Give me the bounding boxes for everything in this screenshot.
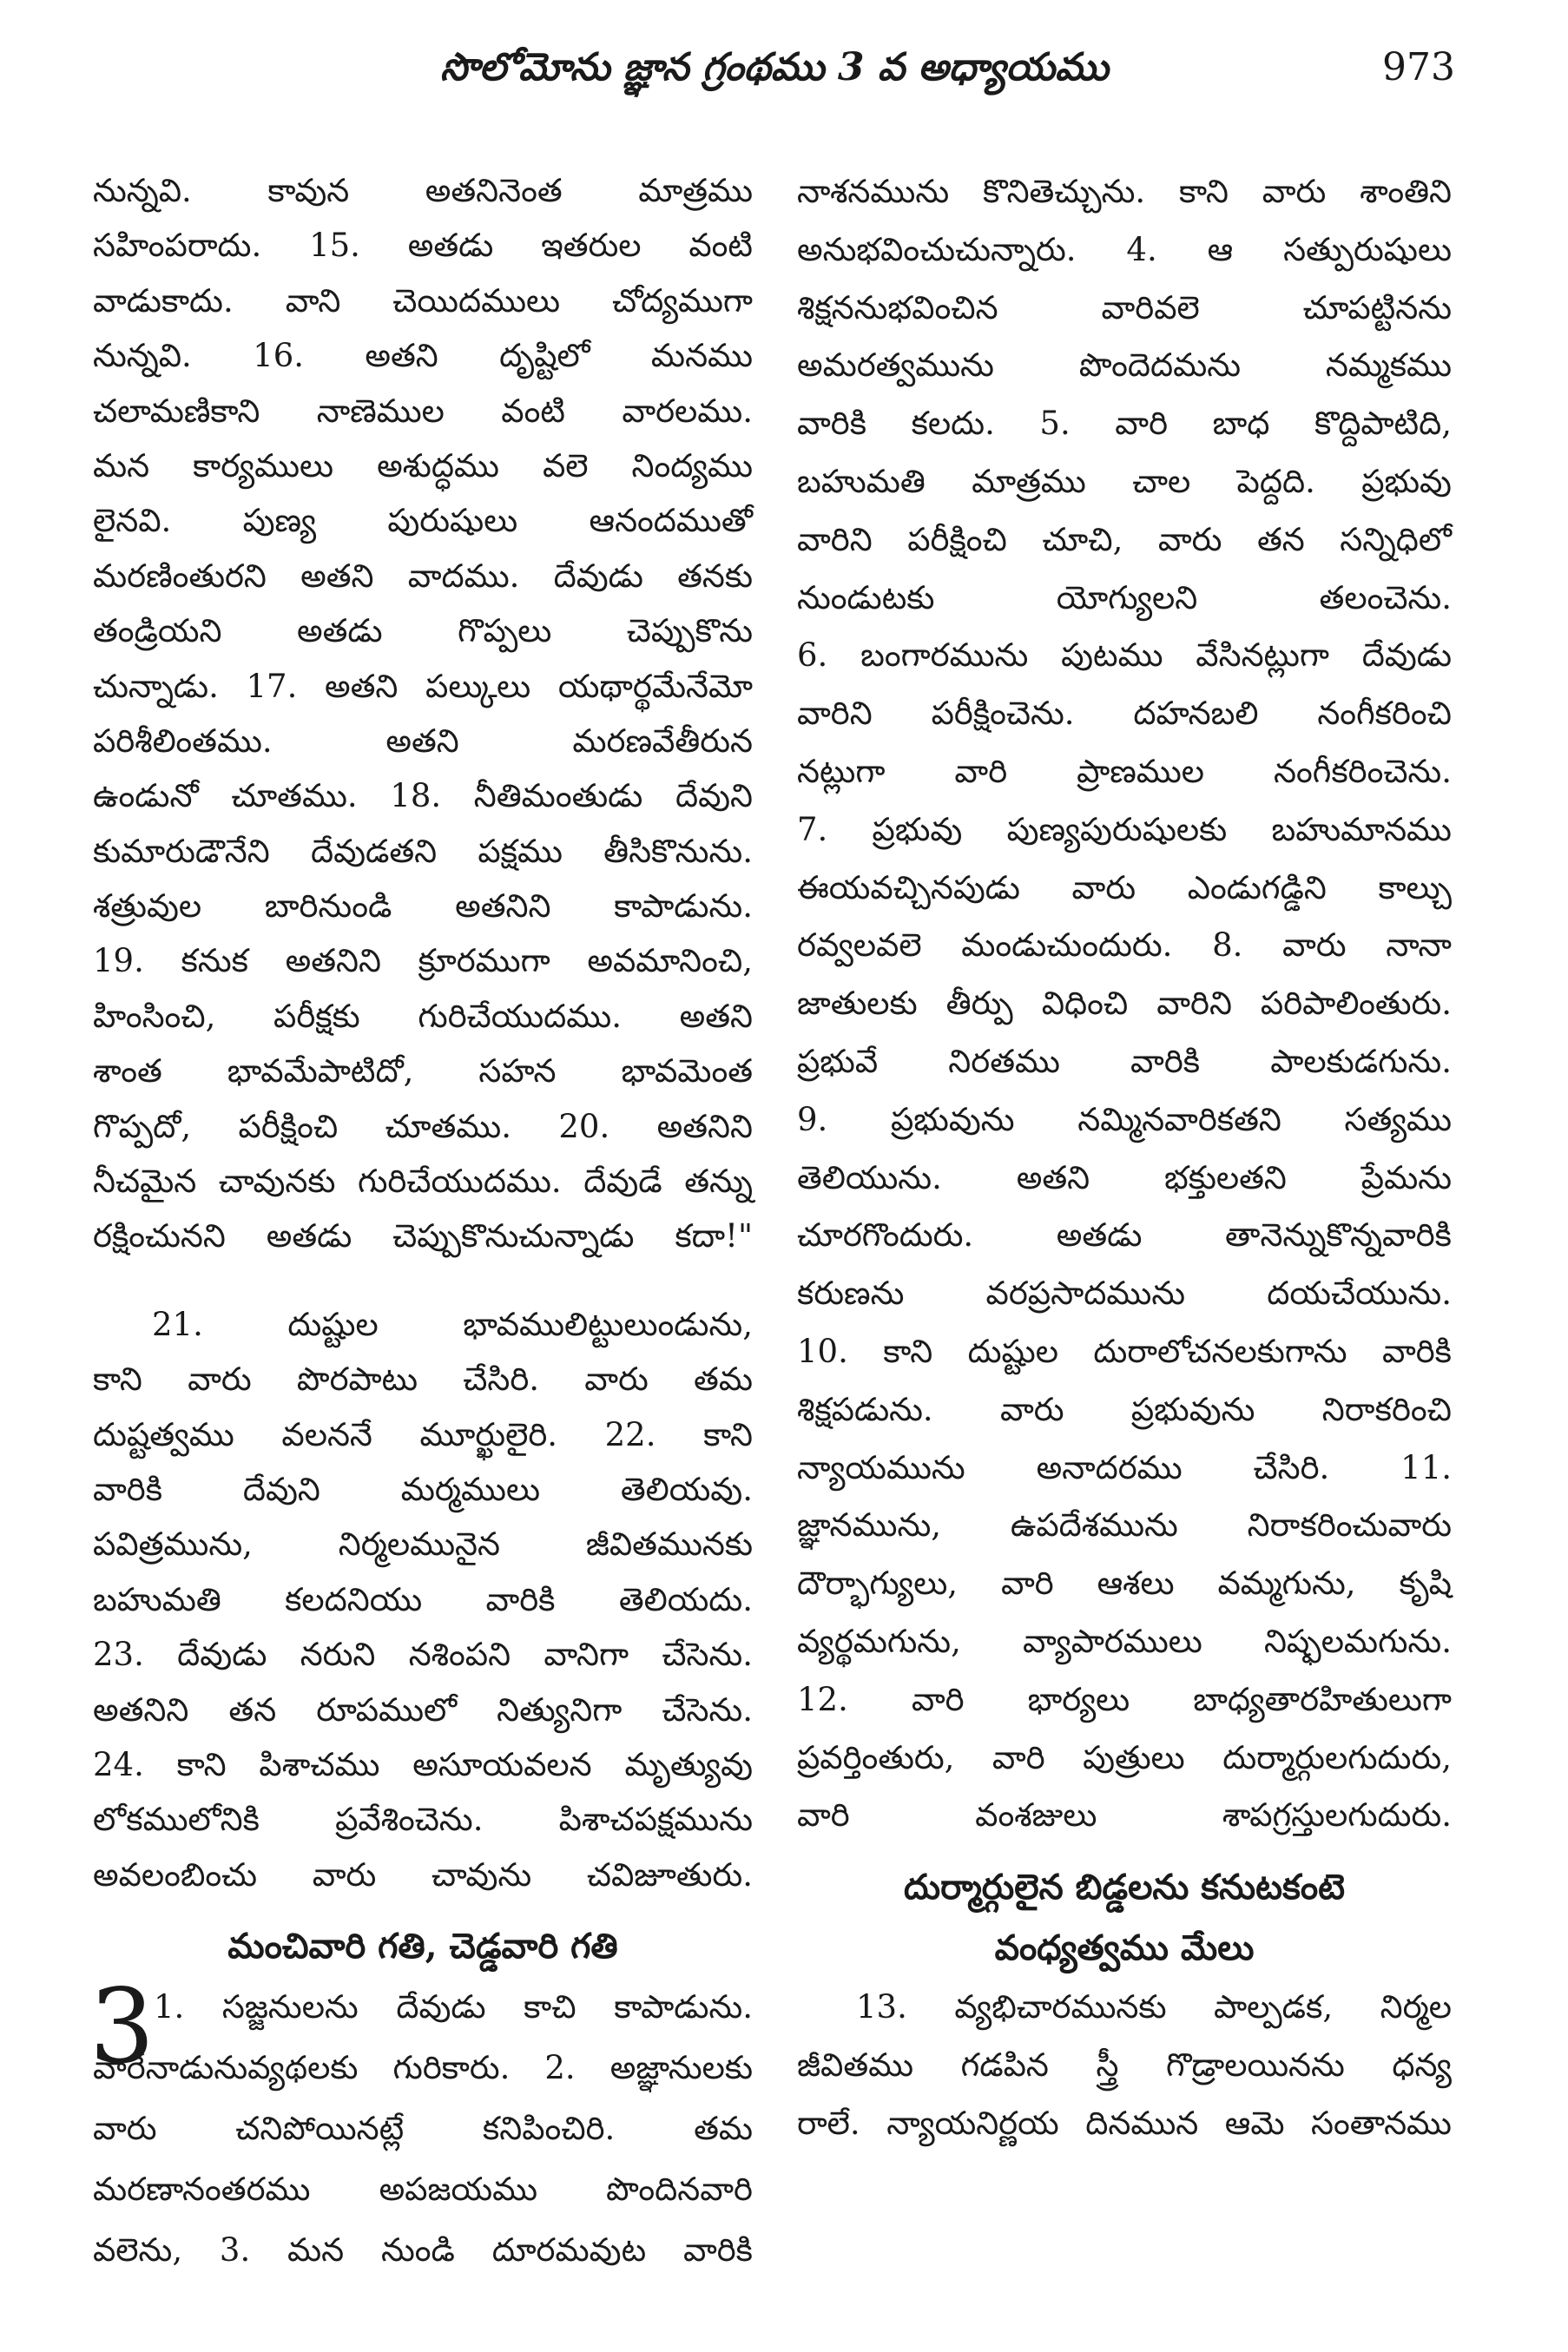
text-line: గొప్పదో, పరీక్షించి చూతము. 20. అతనిని bbox=[93, 1107, 753, 1145]
text-line: వలెను, 3. మన నుండి దూరమవుట వారికి bbox=[93, 2231, 753, 2270]
section-heading-line: వంధ్యత్వము మేలు bbox=[994, 1927, 1255, 1969]
text-line: అనుభవించుచున్నారు. 4. ఆ సత్పురుషులు bbox=[797, 230, 1452, 268]
text-line: ప్రభువే నిరతము వారికి పాలకుడగును. bbox=[797, 1042, 1452, 1080]
text-line: చున్నాడు. 17. అతని పల్కులు యథార్థమేనేమో bbox=[93, 667, 753, 705]
text-line: నట్లుగా వారి ప్రాణముల నంగీకరించెను. bbox=[797, 752, 1452, 790]
paragraph bbox=[93, 1977, 753, 2281]
text-line: నుండుటకు యోగ్యులని తలంచెను. bbox=[797, 578, 1452, 616]
text-line: నీచమైన చావునకు గురిచేయుదము. దేవుడే తన్ను bbox=[93, 1163, 753, 1201]
left-column bbox=[89, 163, 753, 2281]
text-line: శాంత భావమేపాటిదో, సహన భావమెంత bbox=[93, 1052, 753, 1090]
text-line: హింసించి, పరీక్షకు గురిచేయుదము. అతని bbox=[93, 997, 753, 1035]
text-line: 10. కాని దుష్టుల దురాలోచనలకుగాను వారికి bbox=[797, 1332, 1452, 1370]
text-line: ఉండునో చూతము. 18. నీతిమంతుడు దేవుని bbox=[93, 777, 753, 815]
text-line: శత్రువుల బారినుండి అతనిని కాపాడును. bbox=[93, 887, 753, 926]
text-line: వారిని పరీక్షించి చూచి, వారు తన సన్నిధిలో bbox=[797, 520, 1452, 558]
text-line: చూరగొందురు. అతడు తానెన్నుకొన్నవారికి bbox=[797, 1216, 1452, 1255]
text-line: ఈయవచ్చినపుడు వారు ఎండుగడ్డిని కాల్చు bbox=[797, 868, 1452, 906]
text-line: 24. కాని పిశాచము అసూయవలన మృత్యువు bbox=[93, 1745, 753, 1783]
text-line: మన కార్యములు అశుద్ధము వలె నింద్యము bbox=[93, 446, 753, 484]
text-line: 6. బంగారమును పుటము వేసినట్లుగా దేవుడు bbox=[797, 636, 1452, 675]
text-line: రక్షించునని అతడు చెప్పుకొనుచున్నాడు కదా!" bbox=[93, 1217, 753, 1255]
text-line: రాలే. న్యాయనిర్ణయ దినమున ఆమె సంతానము bbox=[797, 2104, 1452, 2142]
text-line: సహింపరాదు. 15. అతడు ఇతరుల వంటి bbox=[93, 227, 753, 265]
text-line: వారి వంశజులు శాపగ్రస్తులగుదురు. bbox=[797, 1796, 1452, 1835]
text-line: వారికి దేవుని మర్మములు తెలియవు. bbox=[93, 1470, 753, 1508]
text-line: అతనిని తన రూపములో నిత్యునిగా చేసెను. bbox=[93, 1690, 753, 1729]
text-line: రవ్వలవలె మండుచుందురు. 8. వారు నానా bbox=[797, 926, 1452, 965]
running-header-title: సొలోమోను జ్ఞాన గ్రంథము 3 వ అధ్యాయము bbox=[440, 45, 1109, 89]
text-line: నున్నవి. 16. అతని దృష్టిలో మనము bbox=[93, 337, 753, 375]
text-line: శిక్షననుభవించిన వారివలె చూపట్టినను bbox=[797, 288, 1452, 326]
section-heading bbox=[797, 1857, 1452, 1979]
section-heading-line: దుర్మార్గులైన బిడ్డలను కనుటకంటె bbox=[903, 1867, 1345, 1908]
text-line: 12. వారి భార్యలు బాధ్యతారహితులుగా bbox=[797, 1680, 1452, 1718]
text-line: జ్ఞానమును, ఉపదేశమును నిరాకరించువారు bbox=[797, 1506, 1452, 1545]
text-line: వారికి కలదు. 5. వారి బాధ కొద్దిపాటిది, bbox=[797, 405, 1452, 443]
text-line: 7. ప్రభువు పుణ్యపురుషులకు బహుమానము bbox=[797, 810, 1452, 848]
text-line: పవిత్రమును, నిర్మలమునైన జీవితమునకు bbox=[93, 1525, 753, 1564]
text-line: వ్యర్థమగును, వ్యాపారములు నిష్ఫలమగును. bbox=[797, 1622, 1452, 1660]
text-line: కరుణను వరప్రసాదమును దయచేయును. bbox=[797, 1275, 1452, 1313]
text-line: శిక్షపడును. వారు ప్రభువును నిరాకరించి bbox=[797, 1390, 1452, 1428]
chapter-start bbox=[89, 1967, 753, 2281]
text-line: అమరత్వమును పొందెదమను నమ్మకము bbox=[797, 346, 1452, 385]
text-line: 1. సజ్జనులను దేవుడు కాచి కాపాడును. bbox=[154, 1988, 753, 2026]
text-line: 13. వ్యభిచారమునకు పాల్పడక, నిర్మల bbox=[856, 1988, 1452, 2026]
text-line: జీవితము గడపిన స్త్రీ గొడ్రాలయినను ధన్య bbox=[797, 2046, 1452, 2084]
text-line: 19. కనుక అతనిని క్రూరముగా అవమానించి, bbox=[93, 942, 753, 980]
text-line: మరణింతురని అతని వాదము. దేవుడు తనకు bbox=[93, 557, 753, 595]
paragraph bbox=[93, 1297, 753, 1902]
text-line: తండ్రియని అతడు గొప్పలు చెప్పుకొను bbox=[93, 612, 753, 650]
text-line: వారు చనిపోయినట్లే కనిపించిరి. తమ bbox=[93, 2110, 753, 2148]
text-line: నాశనమును కొనితెచ్చును. కాని వారు శాంతిని bbox=[797, 173, 1452, 210]
text-line: దౌర్భాగ్యులు, వారి ఆశలు వమ్మగును, కృషి bbox=[797, 1565, 1452, 1603]
text-line: 21. దుష్టుల భావములిట్టులుండును, bbox=[152, 1305, 753, 1343]
text-line: మరణానంతరము అపజయము పొందినవారి bbox=[93, 2171, 753, 2209]
text-line: వారేనాడునువ్యథలకు గురికారు. 2. అజ్ఞానులకు bbox=[93, 2049, 753, 2087]
text-line: ప్రవర్తింతురు, వారి పుత్రులు దుర్మార్గులగుదురు, bbox=[797, 1738, 1452, 1776]
text-line: జాతులకు తీర్పు విధించి వారిని పరిపాలింతురు. bbox=[797, 985, 1452, 1023]
text-line: 23. దేవుడు నరుని నశింపని వానిగా చేసెను. bbox=[93, 1636, 753, 1674]
text-line: చలామణికాని నాణెముల వంటి వారలము. bbox=[93, 392, 753, 430]
text-line: పరిశీలింతము. అతని మరణవేతీరున bbox=[93, 721, 753, 760]
text-line: బహుమతి కలదనియు వారికి తెలియదు. bbox=[93, 1580, 753, 1618]
text-line: కుమారుడౌనేని దేవుడతని పక్షము తీసికొనును. bbox=[93, 832, 753, 870]
text-line: వారిని పరీక్షించెను. దహనబలి నంగీకరించి bbox=[797, 695, 1452, 733]
text-line: లైనవి. పుణ్య పురుషులు ఆనందముతో bbox=[93, 502, 753, 540]
text-line: లోకములోనికి ప్రవేశించెను. పిశాచపక్షమును bbox=[93, 1801, 753, 1839]
paragraph bbox=[93, 163, 753, 1264]
text-line: కాని వారు పొరపాటు చేసిరి. వారు తమ bbox=[93, 1360, 753, 1399]
text-line: దుష్టత్వము వలననే మూర్ఖులైరి. 22. కాని bbox=[93, 1415, 753, 1453]
text-line: వాడుకాదు. వాని చెయిదములు చోద్యముగా bbox=[93, 281, 753, 320]
paragraph bbox=[797, 163, 1452, 1845]
text-line: 9. ప్రభువును నమ్మినవారికతని సత్యము bbox=[797, 1100, 1452, 1138]
page-number: 973 bbox=[1382, 45, 1455, 89]
text-line: న్యాయమును అనాదరము చేసిరి. 11. bbox=[797, 1448, 1452, 1486]
right-column bbox=[797, 163, 1452, 2153]
chapter-number: 3 bbox=[89, 1967, 155, 2087]
text-line: బహుమతి మాత్రము చాల పెద్దది. ప్రభువు bbox=[797, 462, 1452, 500]
section-heading: మంచివారి గతి, చెడ్డవారి గతి bbox=[227, 1926, 618, 1967]
text-line: అవలంబించు వారు చావును చవిజూతురు. bbox=[93, 1855, 753, 1894]
text-line: తెలియును. అతని భక్తులతని ప్రేమను bbox=[797, 1158, 1452, 1196]
paragraph bbox=[797, 1979, 1452, 2152]
text-line: నున్నవి. కావున అతనినెంత మాత్రము bbox=[93, 172, 753, 209]
